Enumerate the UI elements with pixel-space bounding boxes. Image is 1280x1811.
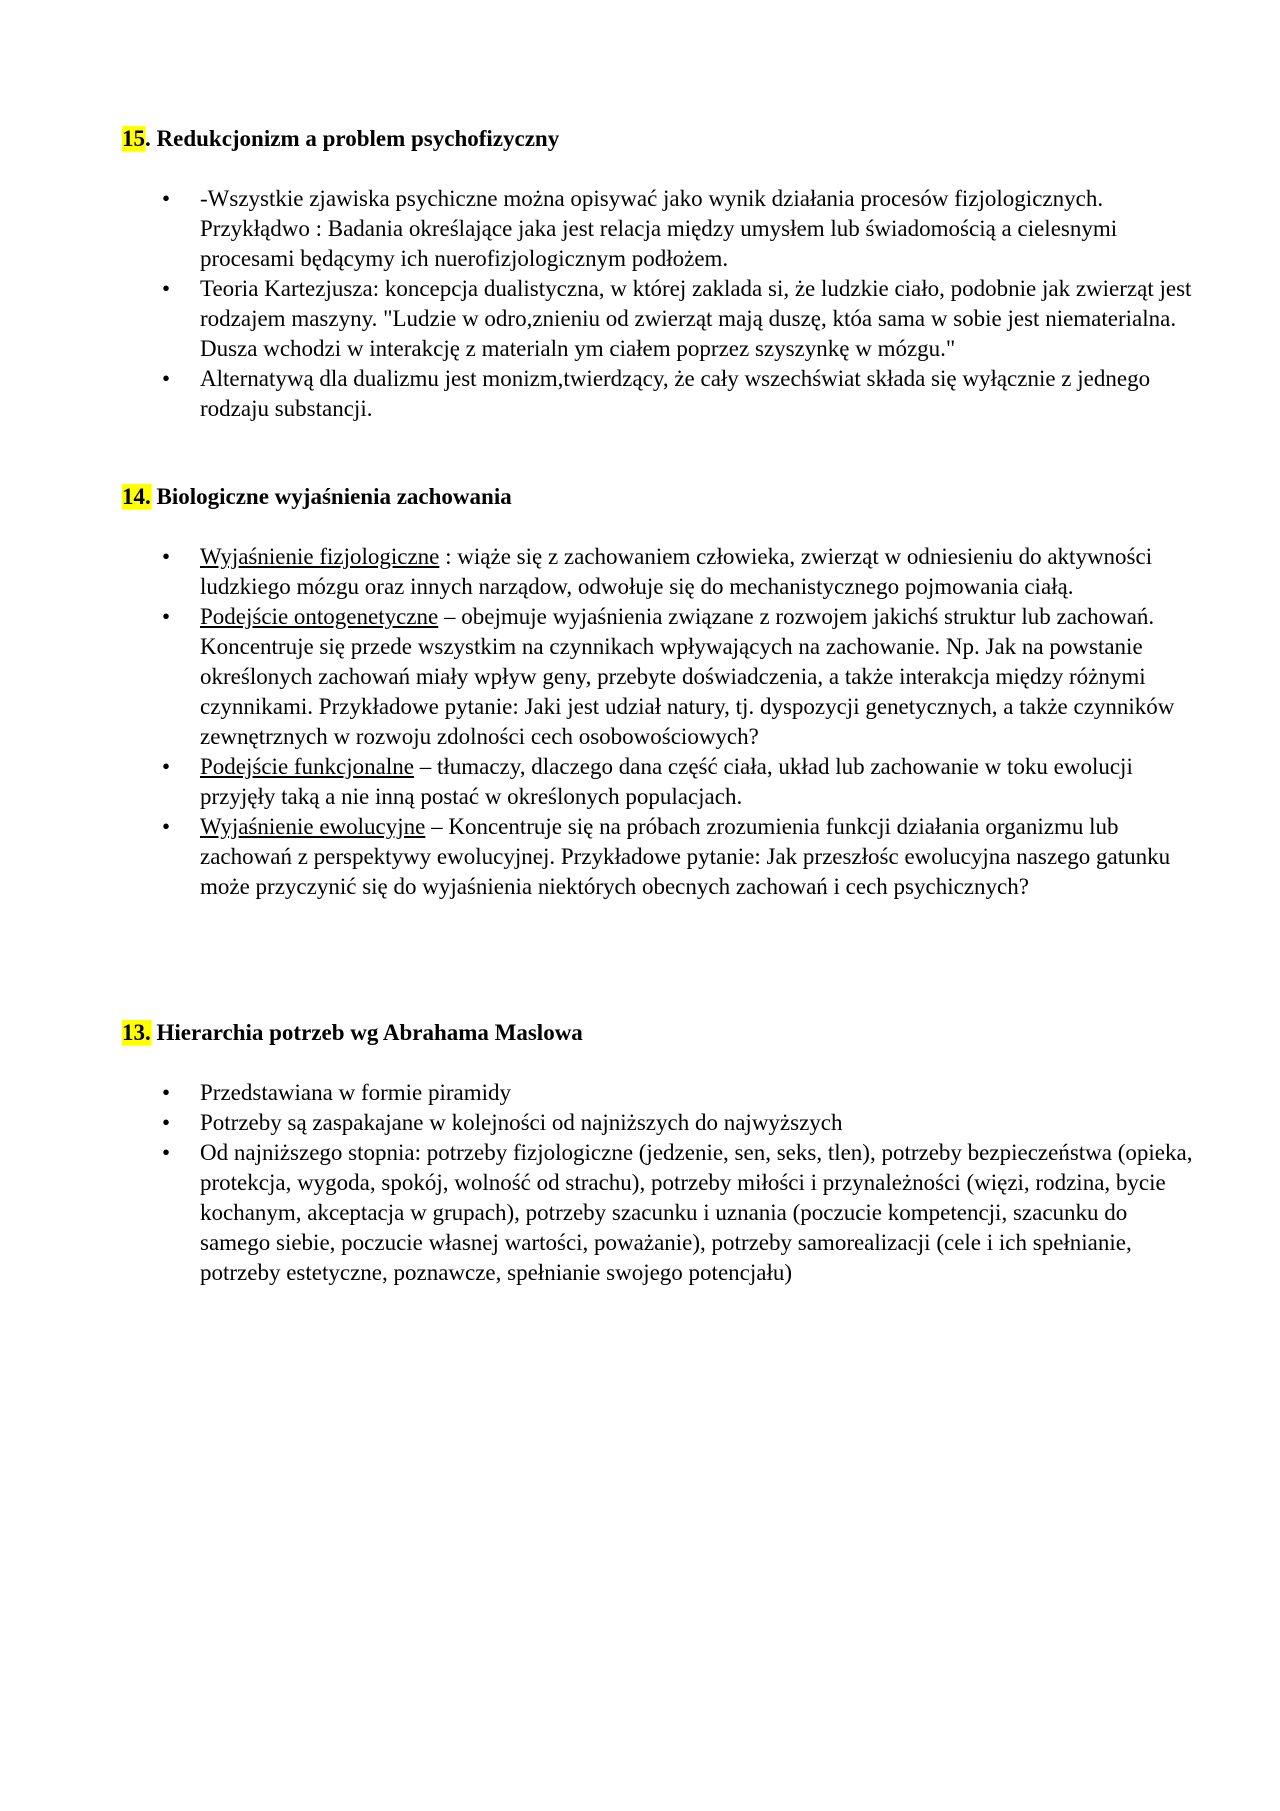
section-heading bbox=[122, 124, 1182, 154]
list-item bbox=[122, 752, 1200, 812]
section-title: Redukcjonizm a problem psychofizyczny bbox=[156, 126, 560, 151]
bullet-list bbox=[122, 184, 1192, 424]
list-item bbox=[122, 184, 1200, 274]
item-text: Alternatywą dla dualizmu jest monizm,twierdzący, że cały wszechświat składa się wyłącznie z jednego rodzaju substancji. bbox=[200, 366, 1151, 421]
section-number-suffix: . bbox=[145, 126, 157, 151]
section-15 bbox=[122, 124, 1192, 424]
list-item bbox=[122, 1138, 1200, 1288]
item-text: Przedstawiana w formie piramidy bbox=[200, 1080, 512, 1105]
item-text: – Koncentruje się na próbach zrozumienia funkcji działania organizmu lub zachowań z perspektywy ewolucyjnej. Przykładowe pytanie: Jak przeszłośc ewolucyjna naszego gatunku może przyczynić się do wyjaśnienia niektórych obecnych zachowań i cech psychicznych? bbox=[200, 814, 1171, 899]
list-item bbox=[122, 812, 1200, 902]
section-number: 14. bbox=[122, 484, 151, 509]
section-title: Hierarchia potrzeb wg Abrahama Maslowa bbox=[156, 1020, 583, 1045]
section-number: 15 bbox=[122, 126, 145, 151]
section-13 bbox=[122, 1018, 1193, 1288]
section-heading bbox=[122, 482, 1182, 512]
bullet-list bbox=[122, 542, 1182, 902]
list-item bbox=[122, 1078, 1200, 1108]
item-text: – obejmuje wyjaśnienia związane z rozwojem jakichś struktur lub zachowań. Koncentruje się przede wszystkim na czynnikach wpływających na zachowanie. Np. Jak na powstanie określonych zachowań miały wpływ geny, przebyte doświadczenia, a także interakcja między różnymi czynnikami. Przykładowe pytanie: Jaki jest udział natury, tj. dyspozycji genetycznych, a także czynników zewnętrznych w rozwoju zdolności cech osobowościowych? bbox=[200, 604, 1175, 749]
list-item bbox=[122, 542, 1200, 602]
item-text: : wiąże się z zachowaniem człowieka, zwierząt w odniesieniu do aktywności ludzkiego mózgu oraz innych narządow, odwołuje się do mechanistycznego pojmowania ciałą. bbox=[200, 544, 1153, 599]
section-14 bbox=[122, 482, 1182, 902]
item-text: Teoria Kartezjusza: koncepcja dualistyczna, w której zaklada si, że ludzkie ciało, podobnie jak zwierząt jest rodzajem maszyny. "Ludzie w odro,znieniu od zwierząt mają duszę, któa sama w sobie jest niematerialna. Dusza wchodzi w interakcję z materialn ym ciałem poprzez szyszynkę w mózgu." bbox=[200, 276, 1192, 361]
item-text: Od najniższego stopnia: potrzeby fizjologiczne (jedzenie, sen, seks, tlen), potrzeby bezpieczeństwa (opieka, protekcja, wygoda, spokój, wolność od strachu), potrzeby miłości i przynależności (więzi, rodzina, bycie kochanym, akceptacja w grupach), potrzeby szacunku i uznania (poczucie kompetencji, szacunku do samego siebie, poczucie własnej wartości, poważanie), potrzeby samorealizacji (cele i ich spełnianie, potrzeby estetyczne, poznawcze, spełnianie swojego potencjału) bbox=[200, 1140, 1193, 1285]
item-term: Wyjaśnienie ewolucyjne bbox=[200, 814, 426, 839]
item-term: Wyjaśnienie fizjologiczne bbox=[200, 544, 440, 569]
item-text: – tłumaczy, dlaczego dana część ciała, układ lub zachowanie w toku ewolucji przyjęły taką a nie inną postać w określonych populacjach. bbox=[200, 754, 1133, 809]
list-item bbox=[122, 602, 1200, 752]
item-term: Podejście funkcjonalne bbox=[200, 754, 414, 779]
item-term: Podejście ontogenetyczne bbox=[200, 604, 439, 629]
bullet-list bbox=[122, 1078, 1193, 1288]
list-item bbox=[122, 1108, 1200, 1138]
section-title: Biologiczne wyjaśnienia zachowania bbox=[156, 484, 512, 509]
section-number: 13. bbox=[122, 1020, 151, 1045]
item-text: -Wszystkie zjawiska psychiczne można opisywać jako wynik działania procesów fizjologicznych. Przykłądwo : Badania określające jaka jest relacja między umysłem lub świadomością a cielesnymi procesami będącymy ich nuerofizjologicznym podłożem. bbox=[200, 186, 1118, 271]
item-text: Potrzeby są zaspakajane w kolejności od najniższych do najwyższych bbox=[200, 1110, 843, 1135]
list-item bbox=[122, 274, 1200, 364]
list-item bbox=[122, 364, 1200, 424]
section-heading bbox=[122, 1018, 1182, 1048]
